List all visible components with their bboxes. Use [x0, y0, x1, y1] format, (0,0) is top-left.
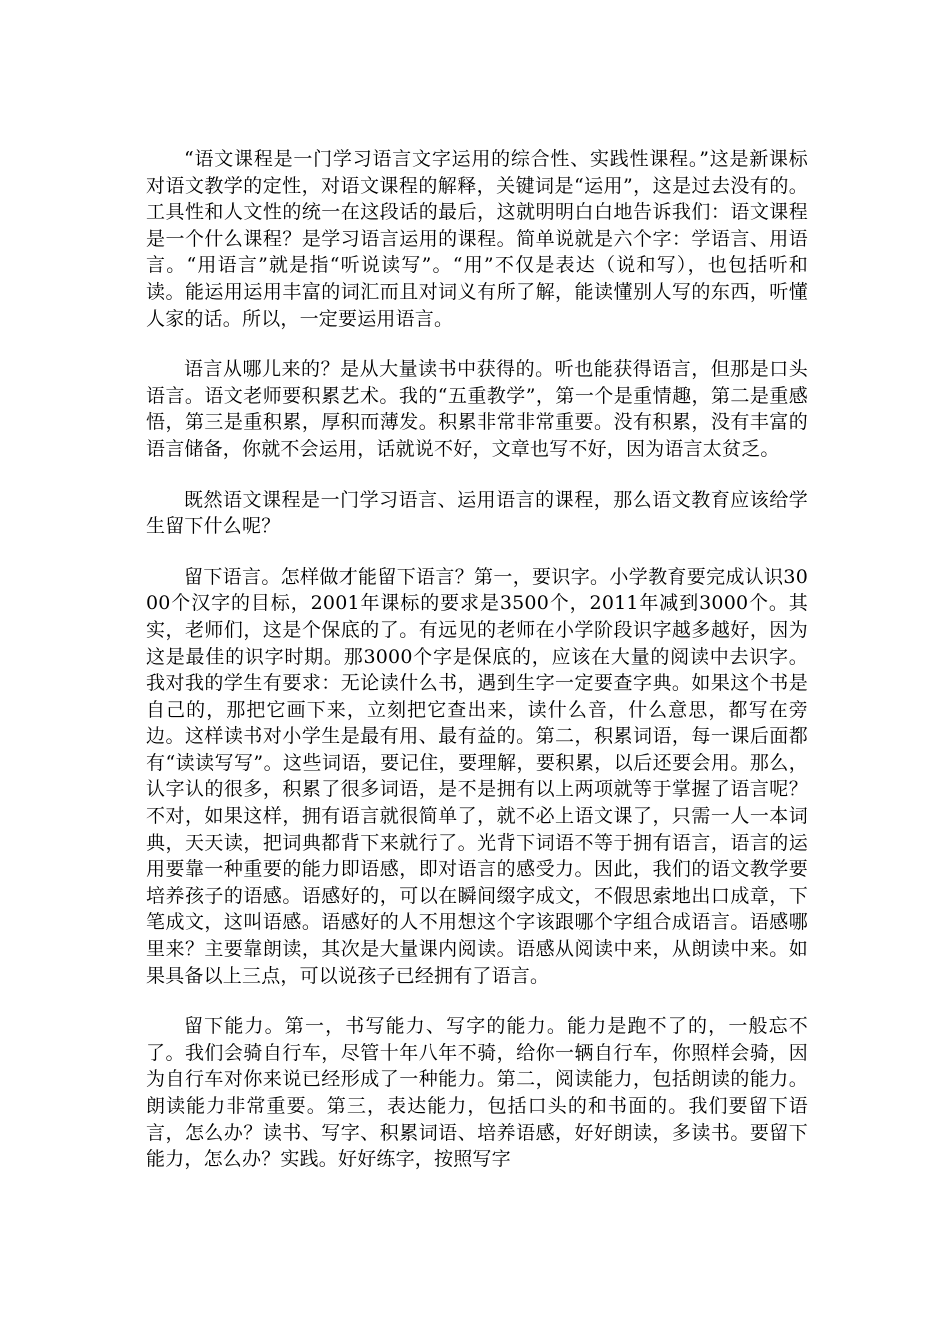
paragraph-definition: “语文课程是一门学习语言文字运用的综合性、实践性课程。”这是新课标对语文教学的定性，对语文课程的解释，关键词是“运用”，这是过去没有的。工具性和人文性的统一在这段话的最后，这就明明白白地告诉我们：语文课程是一个什么课程？是学习语言运用的课程。简单说就是六个字：学语言、用语言。“用语言”就是指“听说读写”。“用”不仅是表达（说和写），也包括听和读。能运用运用丰富的词汇而且对词义有所了解，能读懂别人写的东西，听懂人家的话。所以，一定要运用语言。 [146, 148, 808, 330]
paragraph-leave-language: 留下语言。怎样做才能留下语言？第一，要识字。小学教育要完成认识3000个汉字的目标，2001年课标的要求是3500个，2011年减到3000个。其实，老师们，这是个保底的了。有远见的老师在小学阶段识字越多越好，因为这是最佳的识字时期。那3000个字是保底的，应该在大量的阅读中去识字。我对我的学生有要求：无论读什么书，遇到生字一定要查字典。如果这个书是自己的，那把它画下来，立刻把它查出来，读什么音，什么意思，都写在旁边。这样读书对小学生是最有用、最有益的。第二，积累词语，每一课后面都有“读读写写”。这些词语，要记住，要理解，要积累，以后还要会用。那么，认字认的很多，积累了很多词语，是不是拥有以上两项就等于掌握了语言呢？不对，如果这样，拥有语言就很简单了，就不必上语文课了，只需一人一本词典，天天读，把词典都背下来就行了。光背下词语不等于拥有语言，语言的运用要靠一种重要的能力即语感，即对语言的感受力。因此，我们的语文教学要培养孩子的语感。语感好的，可以在瞬间缀字成文，不假思索地出口成章，下笔成文，这叫语感。语感好的人不用想这个字该跟哪个字组合成语言。语感哪里来？主要靠朗读，其次是大量课内阅读。语感从阅读中来，从朗读中来。如果具备以上三点，可以说孩子已经拥有了语言。 [146, 565, 808, 987]
document-body [146, 146, 808, 1173]
paragraph-language-source: 语言从哪儿来的？是从大量读书中获得的。听也能获得语言，但那是口头语言。语文老师要积累艺术。我的“五重教学”，第一个是重情趣，第二是重感悟，第三是重积累，厚积而薄发。积累非常非常重要。没有积累，没有丰富的语言储备，你就不会运用，话就说不好，文章也写不好，因为语言太贫乏。 [146, 358, 808, 460]
paragraph-question: 既然语文课程是一门学习语言、运用语言的课程，那么语文教育应该给学生留下什么呢？ [146, 488, 808, 538]
paragraph-leave-ability: 留下能力。第一，书写能力、写字的能力。能力是跑不了的，一般忘不了。我们会骑自行车，尽管十年八年不骑，给你一辆自行车，你照样会骑，因为自行车对你来说已经形成了一种能力。第二，阅读能力，包括朗读的能力。朗读能力非常重要。第三，表达能力，包括口头的和书面的。我们要留下语言，怎么办？读书、写字、积累词语、培养语感，好好朗读，多读书。要留下能力，怎么办？实践。好好练字，按照写字 [146, 1015, 808, 1171]
